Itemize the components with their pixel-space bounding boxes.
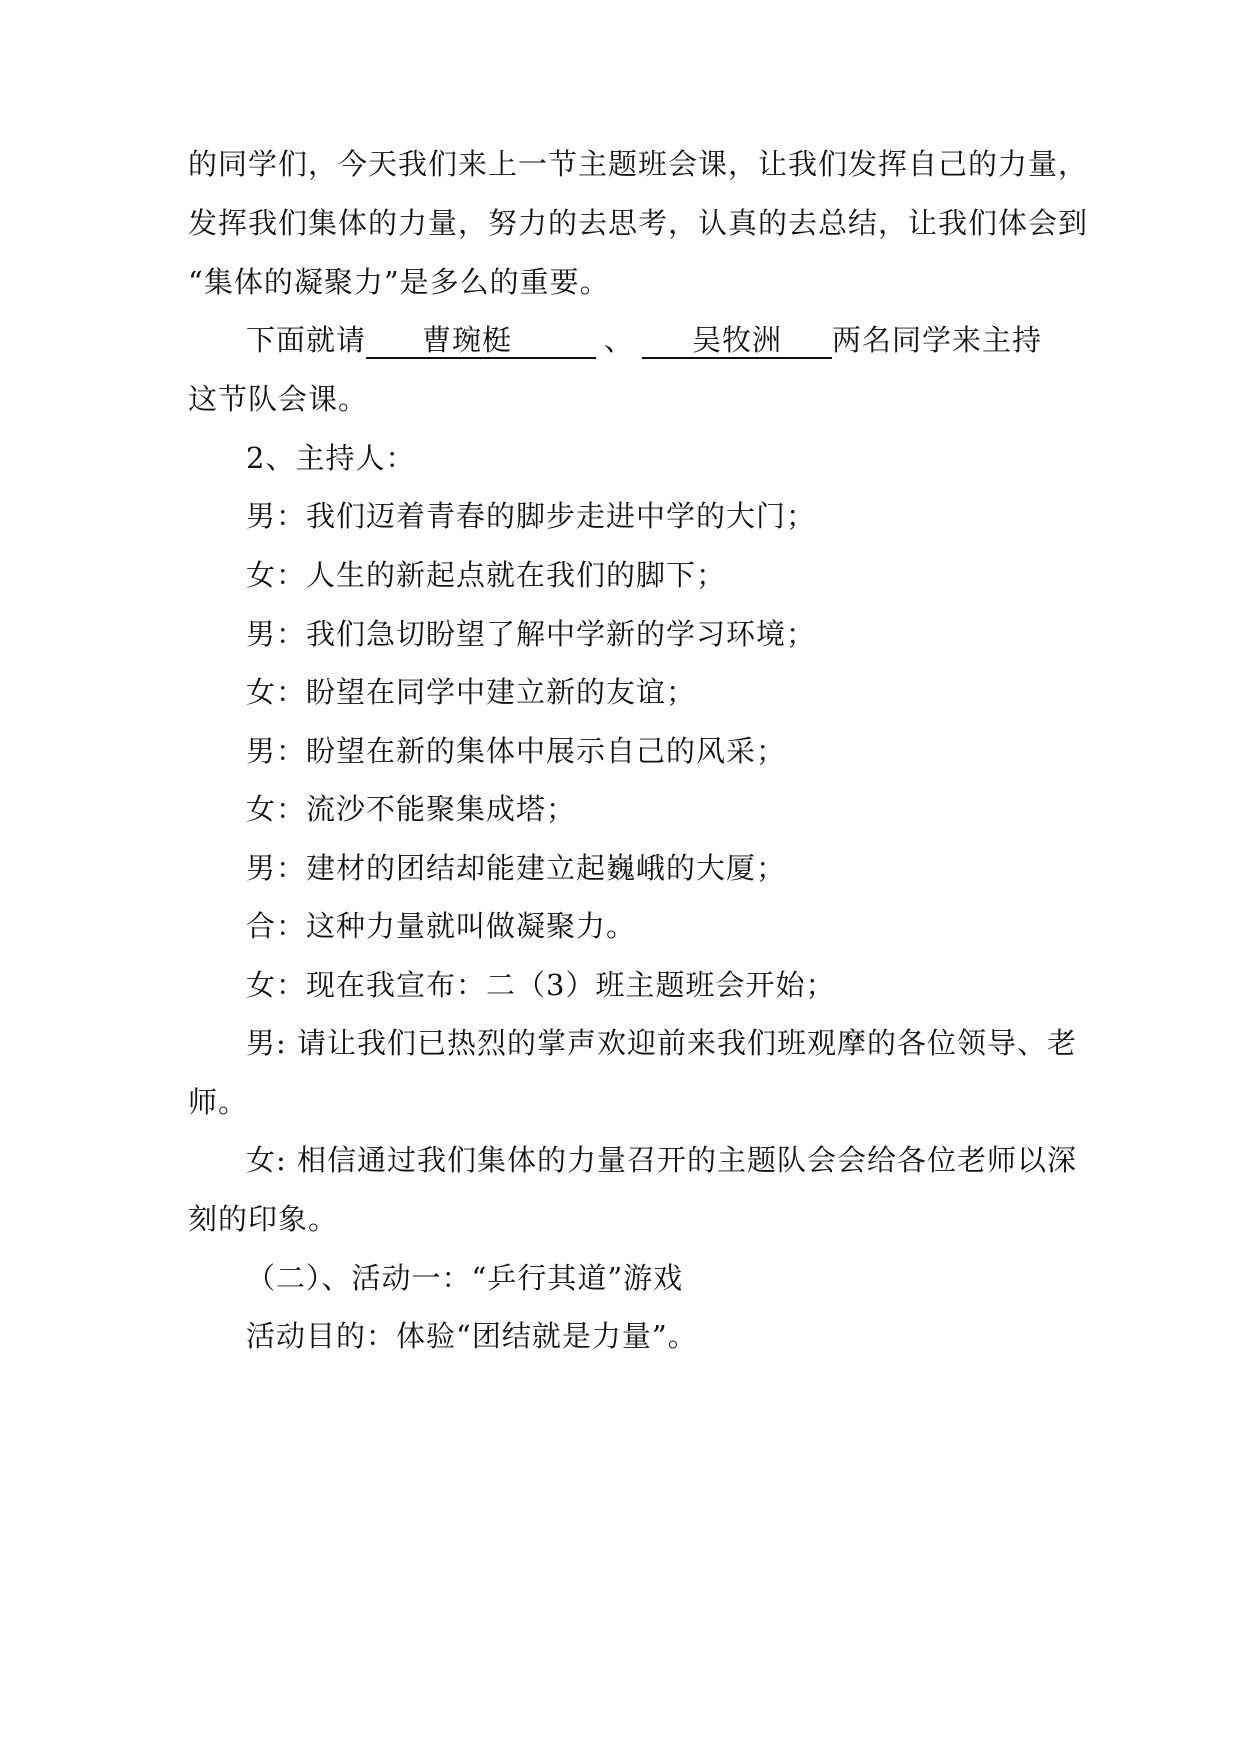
intro-suffix: 两名同学来主持 <box>832 323 1043 357</box>
dialogue-line: 男：我们急切盼望了解中学新的学习环境； <box>246 617 817 651</box>
section-heading: 2、主持人： <box>246 441 416 475</box>
paragraph-line: 的同学们，今天我们来上一节主题班会课，让我们发挥自己的力量， <box>188 147 1089 181</box>
activity-goal: 活动目的：体验“团结就是力量”。 <box>246 1319 698 1353</box>
intro-separator: 、 <box>604 323 635 357</box>
host-introduction <box>246 320 1068 360</box>
dialogue-line: 女：人生的新起点就在我们的脚下； <box>246 558 727 592</box>
dialogue-line: 女：现在我宣布：二（3）班主题班会开始； <box>246 968 836 1002</box>
dialogue-line: 女：流沙不能聚集成塔； <box>246 792 577 826</box>
dialogue-line: 男: 请让我们已热烈的掌声欢迎前来我们班观摩的各位领导、老 <box>246 1026 1077 1060</box>
paragraph-line: 这节队会课。 <box>188 382 369 416</box>
dialogue-line: 女：盼望在同学中建立新的友谊； <box>246 675 697 709</box>
paragraph-line: 发挥我们集体的力量，努力的去思考，认真的去总结，让我们体会到 <box>188 206 1089 240</box>
intro-prefix: 下面就请 <box>246 323 367 357</box>
host-name-blank-2: 吴牧洲 <box>642 323 832 359</box>
paragraph-line: “集体的凝聚力”是多么的重要。 <box>188 265 610 299</box>
dialogue-line: 合：这种力量就叫做凝聚力。 <box>246 909 637 943</box>
dialogue-line: 男：盼望在新的集体中展示自己的风采； <box>246 734 787 768</box>
activity-title: （二）、活动一：“乒行其道”游戏 <box>246 1261 684 1295</box>
dialogue-line: 师。 <box>188 1085 249 1119</box>
dialogue-line: 男：我们迈着青春的脚步走进中学的大门； <box>246 499 817 533</box>
host-name-blank-1: 曹琬梃 <box>366 323 596 359</box>
dialogue-line: 刻的印象。 <box>188 1202 339 1236</box>
dialogue-line: 男：建材的团结却能建立起巍峨的大厦； <box>246 851 787 885</box>
dialogue-line: 女: 相信通过我们集体的力量召开的主题队会会给各位老师以深 <box>246 1143 1077 1177</box>
